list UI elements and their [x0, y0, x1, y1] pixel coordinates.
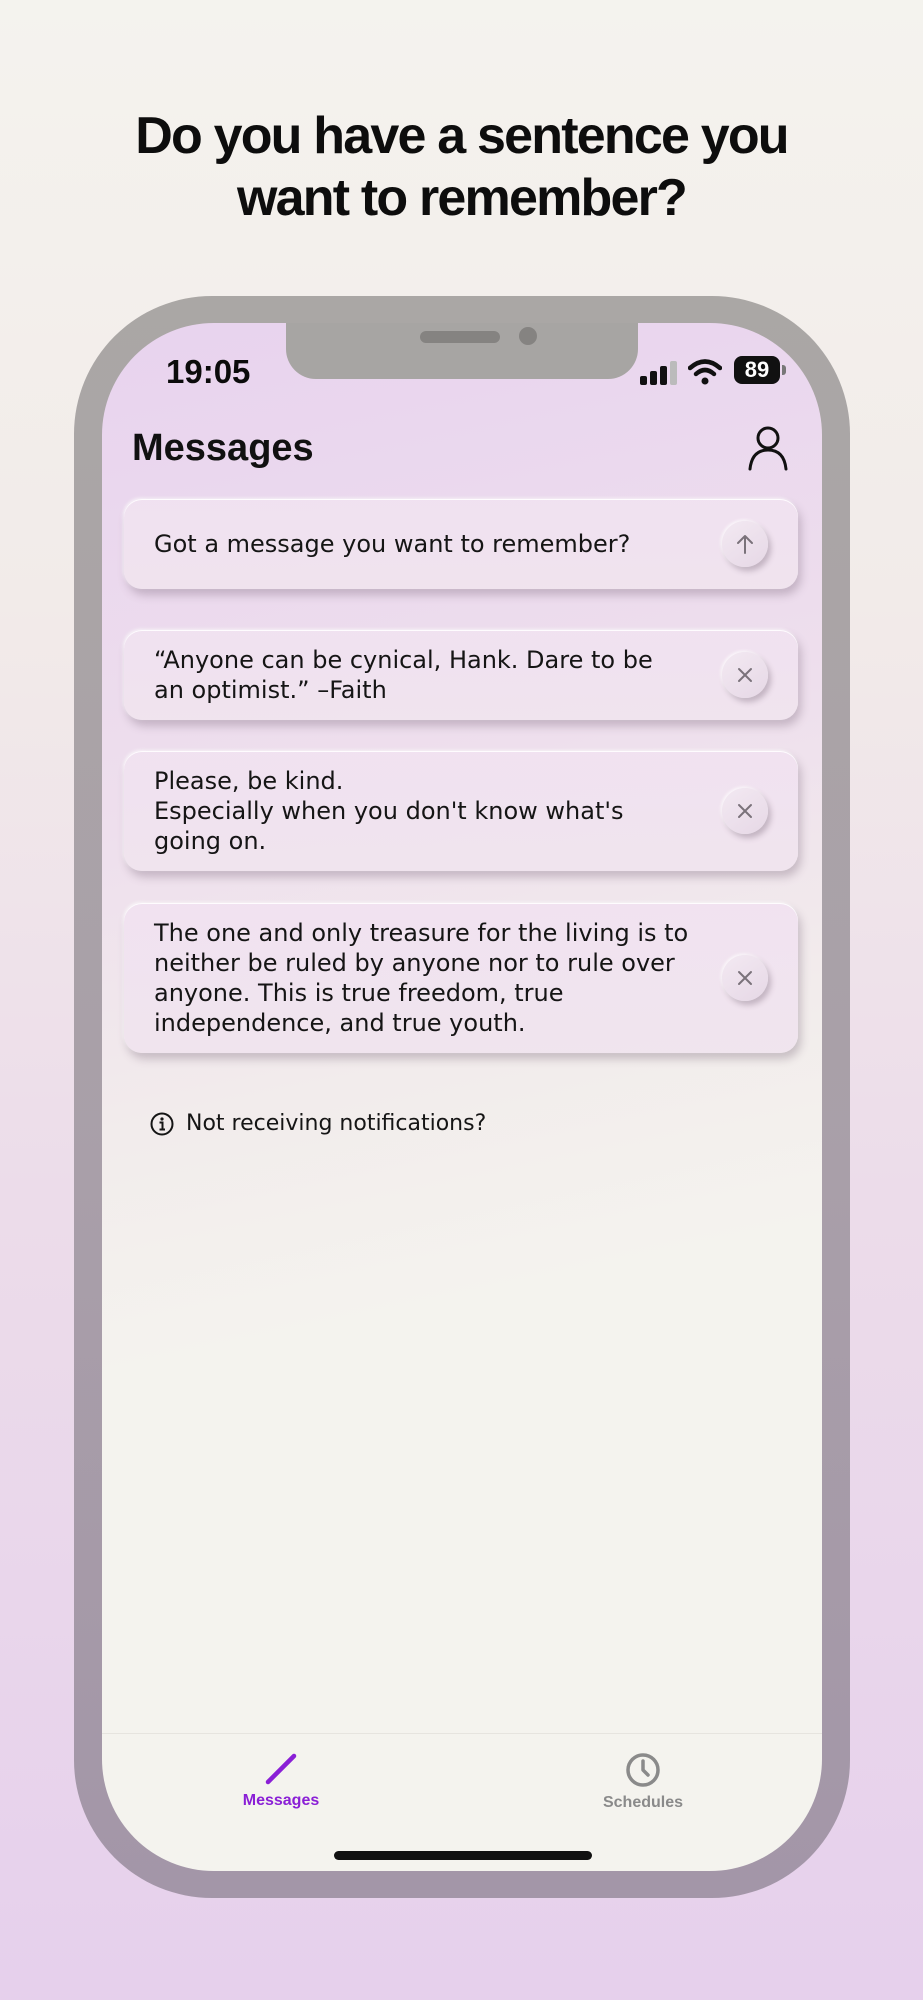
headline-line-1: Do you have a sentence you: [135, 107, 788, 165]
message-text: The one and only treasure for the living is to neither be ruled by anyone nor to rule over anyone. This is true freedom, true independence, and true youth.: [154, 919, 689, 1037]
tab-schedules[interactable]: [573, 1752, 713, 1812]
cellular-signal-icon: [640, 361, 678, 385]
pencil-icon: [264, 1752, 298, 1786]
status-time: 19:05: [166, 353, 251, 390]
message-text: Please, be kind. Especially when you don't know what's going on.: [154, 767, 624, 855]
page-title: Messages: [132, 427, 314, 469]
speaker-grille: [420, 331, 500, 343]
arrow-up-icon: [736, 534, 754, 554]
headline-line-2: want to remember?: [236, 169, 687, 227]
submit-message-button[interactable]: [722, 521, 768, 567]
clock-icon: [625, 1752, 661, 1788]
wifi-icon: [688, 358, 722, 386]
front-camera: [519, 327, 537, 345]
info-icon: [150, 1112, 174, 1136]
new-message-input[interactable]: [124, 499, 798, 589]
message-card: [124, 630, 798, 720]
delete-message-button[interactable]: [722, 788, 768, 834]
home-indicator: [334, 1851, 592, 1860]
notch: [286, 323, 638, 379]
message-card: [124, 751, 798, 871]
notification-help-label: Not receiving notifications?: [186, 1111, 487, 1136]
notification-help-link[interactable]: [150, 1111, 486, 1136]
tab-messages-label: Messages: [242, 1792, 320, 1809]
tab-schedules-label: Schedules: [602, 1794, 684, 1811]
message-text: “Anyone can be cynical, Hank. Dare to be an optimist.” –Faith: [154, 646, 653, 704]
message-card: [124, 903, 798, 1053]
close-icon: [737, 667, 753, 683]
close-icon: [737, 970, 753, 986]
profile-icon[interactable]: [747, 425, 789, 471]
battery-indicator: 89: [734, 356, 780, 384]
phone-screen: [102, 323, 822, 1871]
marketing-headline: [0, 105, 923, 229]
delete-message-button[interactable]: [722, 955, 768, 1001]
close-icon: [737, 803, 753, 819]
delete-message-button[interactable]: [722, 652, 768, 698]
new-message-placeholder: Got a message you want to remember?: [154, 530, 631, 558]
tab-messages[interactable]: [211, 1752, 351, 1810]
phone-frame: [74, 296, 850, 1898]
battery-tip: [782, 365, 786, 375]
